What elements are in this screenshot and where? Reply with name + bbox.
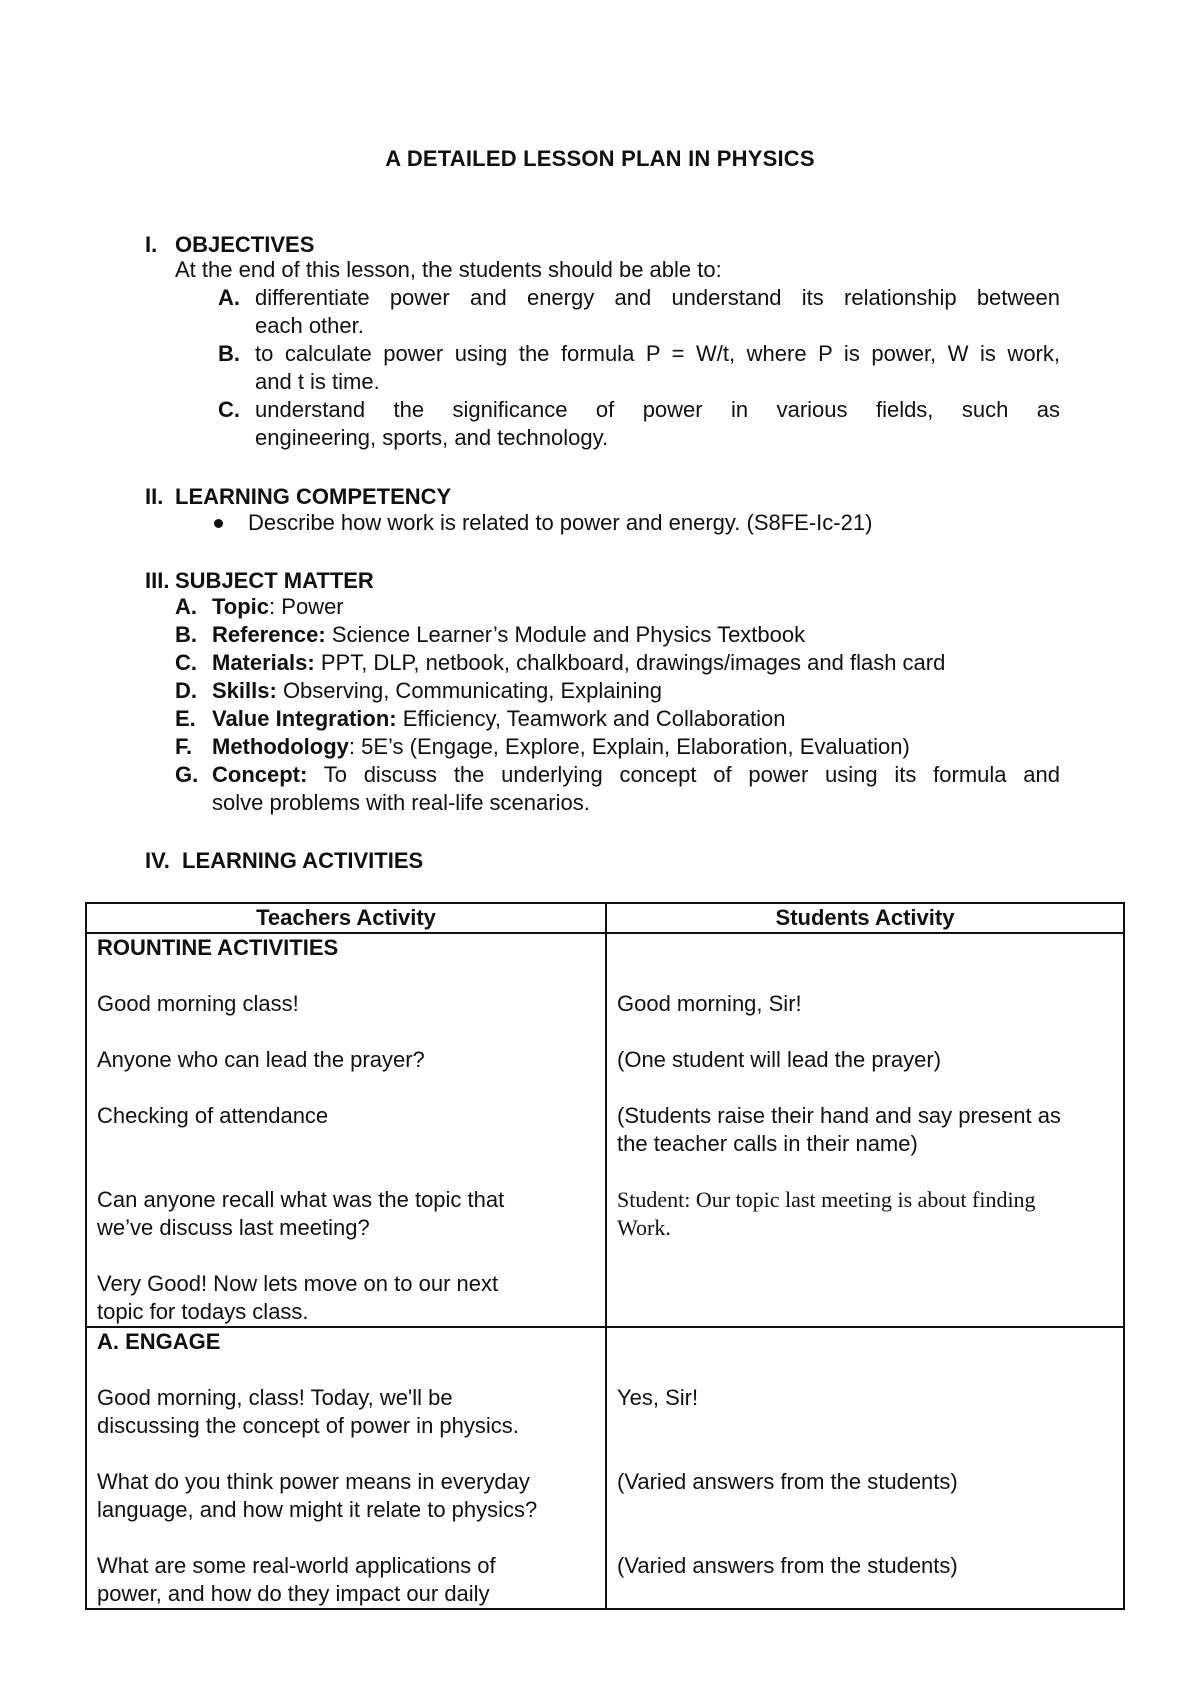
subject-item-letter: C. [175,650,197,675]
table-header-row [86,903,1124,933]
engage-student-3: (Varied answers from the students) [617,1553,958,1578]
subject-item-letter: A. [175,594,197,619]
subject-item-label: Methodology [212,734,349,759]
col-student-header: Students Activity [606,903,1124,933]
subject-item-letter: E. [175,706,196,731]
objectives-intro: At the end of this lesson, the students should be able to: [175,257,722,282]
routine-heading: ROUNTINE ACTIVITIES [97,935,339,960]
engage-teacher-1b: discussing the concept of power in physics. [97,1413,519,1438]
routine-student-3a: (Students raise their hand and say present as [617,1103,1061,1128]
subject-item-value: Science Learner’s Module and Physics Textbook [331,622,806,647]
objectives-heading: OBJECTIVES [175,232,315,257]
routine-student-3b: the teacher calls in their name) [617,1131,918,1156]
subject-item-value: PPT, DLP, netbook, chalkboard, drawings/images and flash card [320,650,946,675]
routine-teacher-4a: Can anyone recall what was the topic that [97,1187,505,1212]
subject-item-label: Topic [212,594,270,619]
subject-item-letter: B. [175,622,197,647]
routine-teacher-3: Checking of attendance [97,1103,329,1128]
routine-teacher-5a: Very Good! Now lets move on to our next [97,1271,499,1296]
subject-item-value: Efficiency, Teamwork and Collaboration [402,706,786,731]
subject-item-sep: : [348,734,362,759]
subject-item-letter: D. [175,678,197,703]
subject-matter-heading: SUBJECT MATTER [175,568,374,593]
routine-teacher-2: Anyone who can lead the prayer? [97,1047,425,1072]
table-row-engage [86,1327,1124,1609]
subject-item-label: Materials: [212,650,315,675]
objective-c-line2: engineering, sports, and technology. [255,425,609,450]
routine-teacher-4b: we’ve discuss last meeting? [97,1215,370,1240]
objective-b-line1: to calculate power using the formula P = W/t, where P is power, W is work, [255,341,1060,366]
concept-line2: solve problems with real-life scenarios. [212,790,590,815]
concept-line1: To discuss the underlying concept of power using its formula and [323,762,1061,787]
document-title: A DETAILED LESSON PLAN IN PHYSICS [385,146,815,171]
subject-item-label: Concept: [212,762,308,787]
objective-a-line2: each other. [255,313,364,338]
routine-student-4a: Student: Our topic last meeting is about finding [617,1187,1036,1212]
engage-student-1: Yes, Sir! [617,1385,699,1410]
objective-c-line1: understand the significance of power in various fields, such as [255,397,1060,422]
objective-a-line1: differentiate power and energy and understand its relationship between [255,285,1060,310]
subject-matter-numeral: III. [145,568,170,593]
activities-table [85,902,1125,1610]
engage-heading: A. ENGAGE [97,1329,221,1354]
subject-item-letter: F. [175,734,193,759]
objective-c-letter: C. [218,397,240,422]
engage-student-2: (Varied answers from the students) [617,1469,958,1494]
routine-student-1: Good morning, Sir! [617,991,802,1016]
engage-teacher-2b: language, and how might it relate to physics? [97,1497,538,1522]
subject-item-value: Observing, Communicating, Explaining [282,678,663,703]
engage-teacher-3b: power, and how do they impact our daily [97,1581,490,1606]
objective-b-letter: B. [218,341,240,366]
competency-heading: LEARNING COMPETENCY [175,484,452,509]
subject-item-label: Reference: [212,622,326,647]
engage-teacher-cell [86,1327,606,1609]
routine-teacher-cell [86,933,606,1327]
routine-student-4b: Work. [617,1215,671,1240]
bullet-dot-icon [214,519,223,528]
subject-item-letter: G. [175,762,199,787]
routine-student-2: (One student will lead the prayer) [617,1047,942,1072]
routine-teacher-1: Good morning class! [97,991,299,1016]
activities-heading: LEARNING ACTIVITIES [182,848,424,873]
engage-teacher-1a: Good morning, class! Today, we'll be [97,1385,453,1410]
subject-item-label: Value Integration: [212,706,397,731]
objective-b-line2: and t is time. [255,369,380,394]
engage-student-cell [606,1327,1124,1609]
engage-teacher-3a: What are some real-world applications of [97,1553,496,1578]
objectives-numeral: I. [145,232,158,257]
competency-bullet-text: Describe how work is related to power and energy. (S8FE-Ic-21) [248,510,873,535]
subject-item-value: 5E’s (Engage, Explore, Explain, Elaboration, Evaluation) [361,734,910,759]
activities-numeral: IV. [145,848,170,873]
subject-item-label: Skills: [212,678,277,703]
engage-teacher-2a: What do you think power means in everyday [97,1469,530,1494]
routine-student-cell [606,933,1124,1327]
routine-teacher-5b: topic for todays class. [97,1299,309,1324]
table-row-routine [86,933,1124,1327]
col-teacher-header: Teachers Activity [86,903,606,933]
subject-item-value: Power [281,594,344,619]
objective-a-letter: A. [218,285,240,310]
competency-numeral: II. [145,484,164,509]
subject-item-sep: : [269,594,282,619]
